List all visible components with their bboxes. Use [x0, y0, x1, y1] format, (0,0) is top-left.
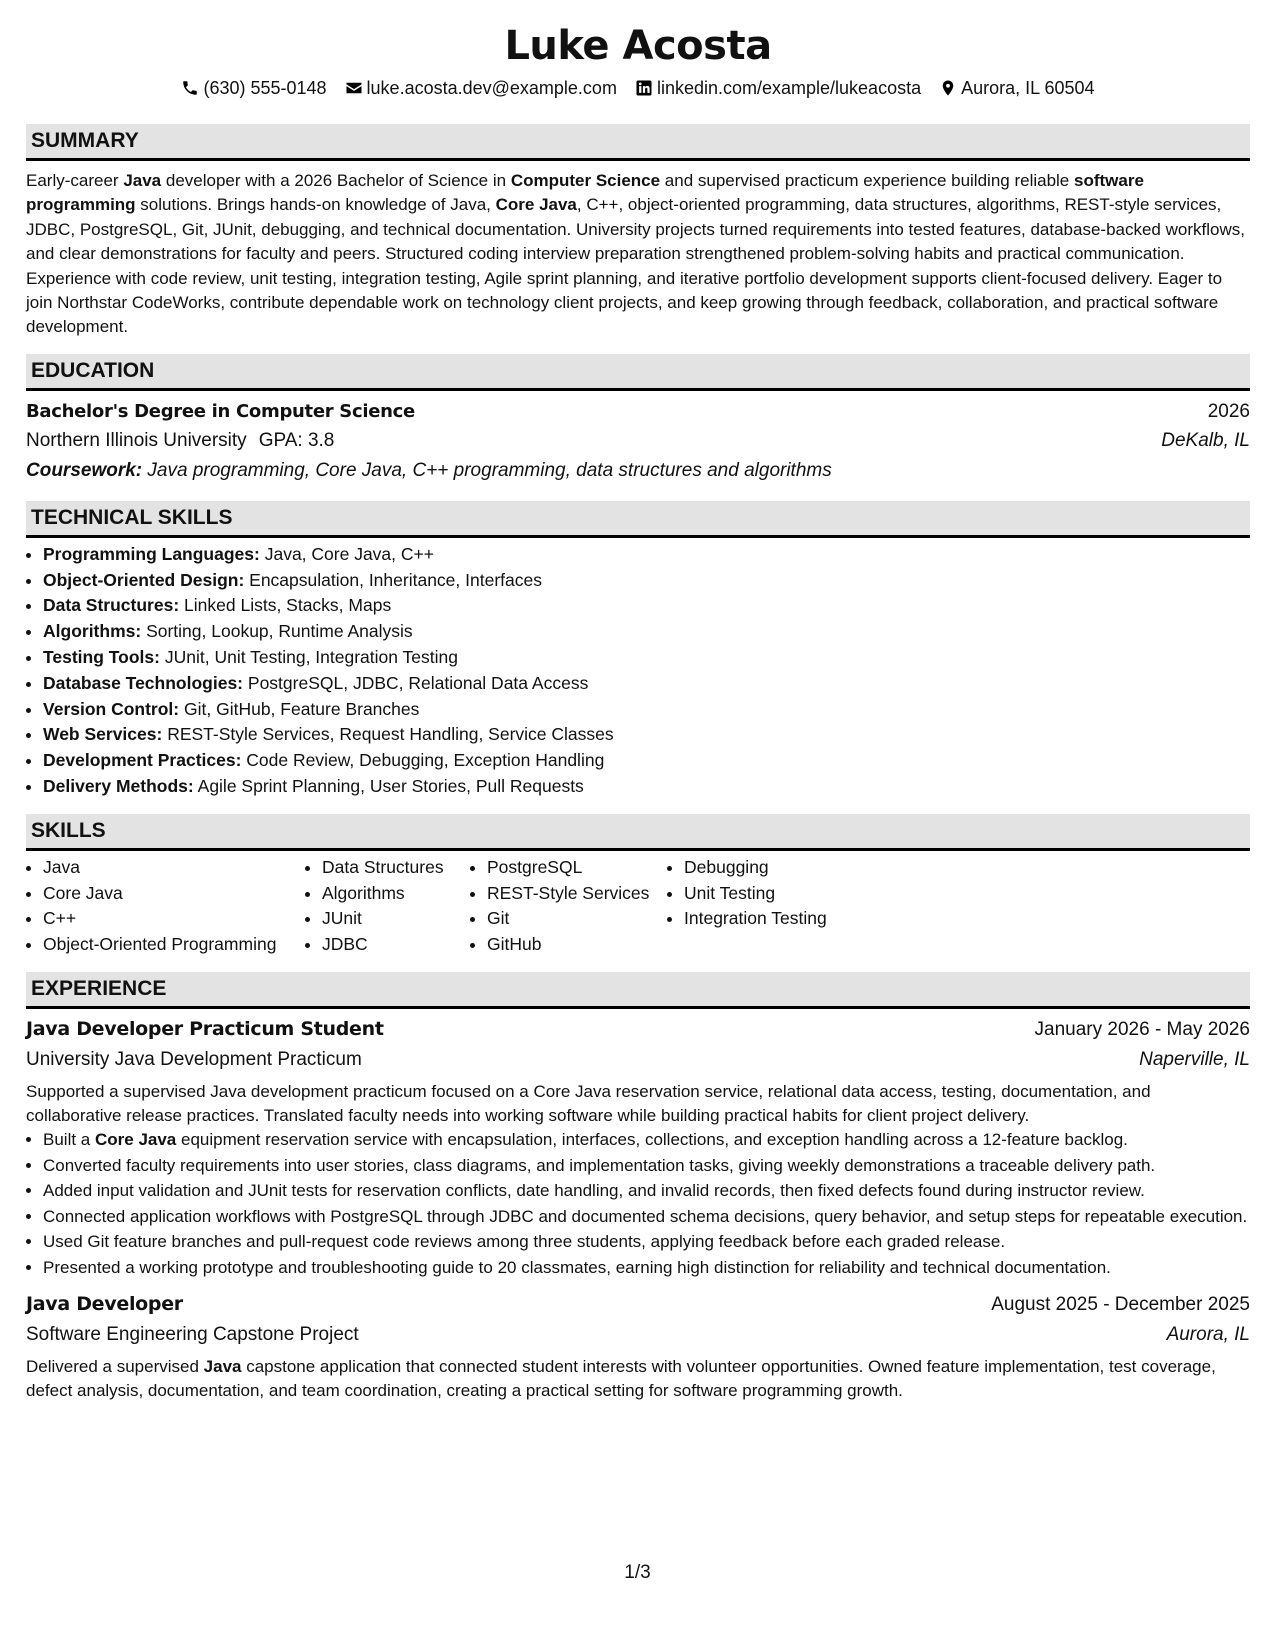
job-bullet — [43, 1128, 1250, 1152]
technical-skill-label: Development Practices: — [43, 750, 242, 771]
skill-item: • Algorithms — [322, 881, 470, 907]
technical-skill-item — [43, 568, 1250, 594]
contact-location — [939, 76, 1094, 100]
job-entry — [26, 1288, 1250, 1403]
summary-text: , C++, object-oriented programming, data structures, algorithms, REST-style services, JDBC, PostgreSQL, Git, JUnit, debugging, and technical documentation. University projects turned requirements into tested features, database-backed workflows, and clear demonstrations for faculty and peers. Structured coding interview preparation strengthened problem-solving habits and practical communication. Experience with code review, unit testing, integration testing, Agile sprint planning, and iterative portfolio development supports client-focused delivery. Eager to join Northstar CodeWorks, contribute dependable work on technology client projects, and keep growing through feedback, collaboration, and practical software development. — [26, 195, 1245, 337]
technical-skill-value: REST-Style Services, Request Handling, Service Classes — [167, 724, 614, 745]
technical-skill-value: Linked Lists, Stacks, Maps — [184, 595, 392, 616]
technical-skill-value: Java, Core Java, C++ — [264, 543, 434, 564]
job-bullet-text: Presented a working prototype and troubleshooting guide to 20 classmates, earning high distinction for reliability and technical documentation. — [43, 1257, 1111, 1277]
technical-skill-item — [43, 645, 1250, 671]
education-gpa: GPA: 3.8 — [258, 429, 335, 451]
job-description-bold-text: Java — [203, 1356, 242, 1376]
technical-skill-item — [43, 748, 1250, 774]
technical-skill-value: Code Review, Debugging, Exception Handling — [246, 750, 605, 771]
technical-skill-item — [43, 722, 1250, 748]
summary-bold-text: software programming — [26, 171, 1144, 215]
technical-skill-value: Agile Sprint Planning, User Stories, Pull Requests — [197, 776, 584, 797]
job-entry — [26, 1013, 1250, 1280]
skill-item: • Data Structures — [322, 855, 470, 881]
job-title: Java Developer Practicum Student — [26, 1018, 384, 1040]
skill-item: • JDBC — [322, 932, 470, 958]
skills-column — [305, 855, 470, 958]
education-year: 2026 — [1207, 400, 1250, 422]
job-description — [26, 1355, 1250, 1403]
education-school: Northern Illinois University — [26, 429, 247, 451]
job-bullet — [43, 1230, 1250, 1254]
skills-grid — [26, 855, 1250, 958]
experience-heading: EXPERIENCE — [26, 972, 1250, 1009]
technical-skill-label: Programming Languages: — [43, 543, 260, 564]
skill-item: • Object-Oriented Programming — [43, 932, 305, 958]
contact-bar — [26, 76, 1250, 100]
contact-email[interactable] — [345, 76, 617, 100]
technical-skill-label: Algorithms: — [43, 621, 142, 642]
job-description-text: Delivered a supervised — [26, 1356, 204, 1376]
coursework-label: Coursework: — [26, 459, 143, 481]
technical-skill-value: Sorting, Lookup, Runtime Analysis — [146, 621, 413, 642]
technical-skill-item — [43, 542, 1250, 568]
technical-skill-label: Web Services: — [43, 724, 163, 745]
job-bullet-text: Added input validation and JUnit tests for reservation conflicts, date handling, and invalid records, then fixed defects found during instructor review. — [43, 1181, 1145, 1200]
job-org-row — [26, 1046, 1250, 1074]
linkedin-text: linkedin.com/example/lukeacosta — [656, 78, 922, 98]
technical-skill-item — [43, 697, 1250, 723]
experience-list — [26, 1013, 1250, 1403]
skill-item: • Integration Testing — [684, 906, 884, 932]
job-title-row — [26, 1288, 1250, 1321]
technical-skill-value: JUnit, Unit Testing, Integration Testing — [164, 647, 458, 668]
technical-skill-value: Encapsulation, Inheritance, Interfaces — [249, 569, 542, 590]
skill-item: • C++ — [43, 906, 305, 932]
resume-page — [26, 20, 1250, 1403]
technical-skill-item — [43, 671, 1250, 697]
email-text: luke.acosta.dev@example.com — [366, 78, 617, 98]
phone-text: (630) 555-0148 — [203, 78, 327, 98]
technical-skill-label: Data Structures: — [43, 595, 180, 616]
job-bullet-text: equipment reservation service with encapsulation, interfaces, collections, and exception handling across a 12-feature backlog. — [176, 1130, 1128, 1149]
summary-bold-text: Java — [123, 171, 162, 190]
education-heading: EDUCATION — [26, 354, 1250, 391]
skill-item: • Git — [487, 906, 667, 932]
skills-column — [26, 855, 305, 958]
skill-item: • PostgreSQL — [487, 855, 667, 881]
summary-bold-text: Computer Science — [510, 171, 661, 190]
linkedin-icon — [635, 79, 653, 97]
technical-skill-label: Object-Oriented Design: — [43, 569, 245, 590]
technical-skills-list — [26, 542, 1250, 800]
education-degree-row — [26, 397, 1250, 427]
skill-item: • Unit Testing — [684, 881, 884, 907]
summary-paragraph — [26, 169, 1250, 340]
technical-skill-item — [43, 593, 1250, 619]
job-title-row — [26, 1013, 1250, 1046]
education-school-row — [26, 427, 1250, 455]
technical-skills-heading: TECHNICAL SKILLS — [26, 501, 1250, 538]
candidate-name: Luke Acosta — [504, 23, 772, 69]
job-description-text: Supported a supervised Java development practicum focused on a Core Java reservation service, relational data access, testing, documentation, and collaborative release practices. Translated faculty needs into working software while building practical habits for client project delivery. — [26, 1082, 1151, 1125]
technical-skill-label: Testing Tools: — [43, 647, 160, 668]
skill-item: • Debugging — [684, 855, 884, 881]
envelope-icon — [345, 79, 363, 97]
technical-skill-item — [43, 774, 1250, 800]
job-description — [26, 1080, 1250, 1128]
skill-item: • REST-Style Services — [487, 881, 667, 907]
skill-item: • JUnit — [322, 906, 470, 932]
job-description-text: capstone application that connected student interests with volunteer opportunities. Owned feature implementation, test coverage, defect analysis, documentation, and team coordination, creating a practical setting for software programming growth. — [26, 1356, 1216, 1400]
map-pin-icon — [939, 79, 957, 97]
job-bullet — [43, 1256, 1250, 1280]
contact-linkedin[interactable] — [635, 76, 921, 100]
contact-phone — [181, 76, 326, 100]
job-organization: Software Engineering Capstone Project — [26, 1323, 359, 1345]
job-bullet-list — [26, 1128, 1250, 1280]
summary-heading: SUMMARY — [26, 124, 1250, 161]
job-organization: University Java Development Practicum — [26, 1049, 362, 1070]
job-bullet — [43, 1154, 1250, 1178]
job-bullet-text: Built a — [43, 1130, 95, 1149]
skill-item: • GitHub — [487, 932, 667, 958]
summary-bold-text: Core Java — [495, 195, 577, 215]
job-bullet-text: Connected application workflows with PostgreSQL through JDBC and documented schema decisions, query behavior, and setup steps for repeatable execution. — [43, 1206, 1248, 1226]
technical-skill-value: PostgreSQL, JDBC, Relational Data Access — [247, 672, 589, 693]
coursework-text: Java programming, Core Java, C++ programming, data structures and algorithms — [147, 459, 832, 481]
page-number: 1/3 — [624, 1562, 651, 1583]
summary-text: developer with a 2026 Bachelor of Science in — [161, 171, 511, 190]
phone-icon — [181, 79, 199, 97]
education-coursework — [26, 455, 1250, 487]
skills-column — [470, 855, 667, 958]
job-title: Java Developer — [26, 1292, 183, 1315]
summary-text: and supervised practicum experience building reliable — [660, 171, 1074, 190]
job-dates: August 2025 - December 2025 — [991, 1293, 1250, 1315]
skill-item: • Core Java — [43, 881, 305, 907]
technical-skill-item — [43, 619, 1250, 645]
job-bullet-text: Used Git feature branches and pull-request code reviews among three students, applying feedback before each graded release. — [43, 1232, 1006, 1251]
education-location: DeKalb, IL — [1161, 429, 1250, 451]
job-location: Naperville, IL — [1139, 1049, 1250, 1070]
skills-column — [667, 855, 884, 958]
job-bullet-text: Converted faculty requirements into user stories, class diagrams, and implementation tasks, giving weekly demonstrations a traceable delivery path. — [43, 1155, 1156, 1175]
technical-skill-label: Version Control: — [43, 698, 180, 719]
skill-item: • Java — [43, 855, 305, 881]
education-degree: Bachelor's Degree in Computer Science — [26, 400, 415, 422]
job-dates: January 2026 - May 2026 — [1034, 1019, 1250, 1040]
technical-skill-label: Delivery Methods: — [43, 776, 194, 797]
job-org-row — [26, 1321, 1250, 1349]
technical-skill-value: Git, GitHub, Feature Branches — [184, 698, 420, 719]
job-bullet — [43, 1179, 1250, 1203]
location-text: Aurora, IL 60504 — [961, 78, 1095, 98]
job-bullet-bold-text: Core Java — [94, 1130, 177, 1149]
summary-text: solutions. Brings hands-on knowledge of Java, — [135, 195, 496, 215]
job-bullet — [43, 1205, 1250, 1229]
job-location: Aurora, IL — [1166, 1323, 1250, 1345]
skills-heading: SKILLS — [26, 814, 1250, 851]
technical-skill-label: Database Technologies: — [43, 672, 244, 693]
education-school-line — [26, 427, 334, 455]
summary-text: Early-career — [26, 171, 124, 190]
